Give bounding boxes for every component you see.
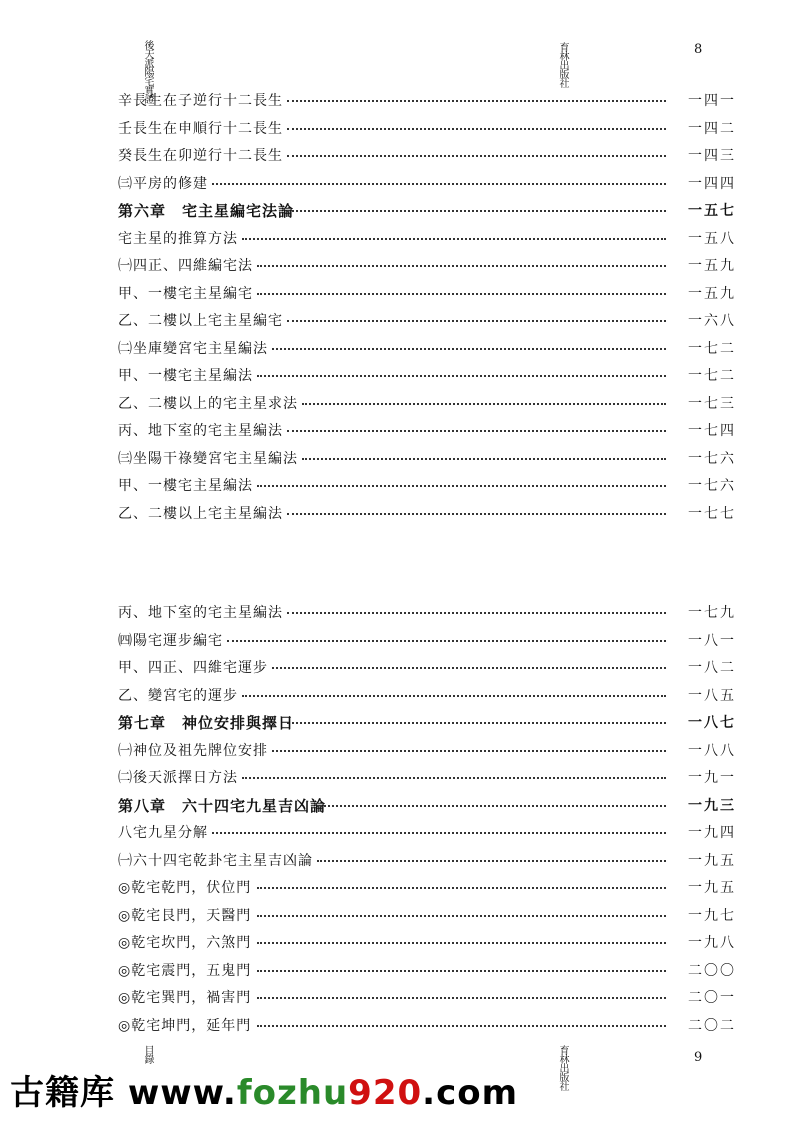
- toc-entry-line: 第七章 神位安排與擇日: [118, 714, 295, 732]
- toc-entry-line: 第六章 宅主星編宅法論: [118, 202, 295, 220]
- header-book-title: 後天派陽宅實證: [142, 40, 153, 103]
- toc-leader-dots: [287, 513, 666, 515]
- toc-page-number: 一九五: [688, 852, 736, 869]
- toc-entry-line: 甲、四正、四維宅運步: [118, 660, 268, 676]
- toc-page-number: 一七九: [688, 605, 736, 621]
- toc-entry: [0, 171, 806, 199]
- toc-entry-line: ㈢坐陽干祿變宮宅主星編法: [118, 450, 298, 467]
- toc-entry: [0, 281, 806, 309]
- toc-page-number: 一七六: [688, 450, 736, 467]
- toc-leader-dots: [272, 348, 666, 350]
- toc-entry: [0, 501, 806, 529]
- toc-page-number: 二〇一: [688, 990, 736, 1006]
- footer-publisher: 育林出版社: [557, 1045, 568, 1090]
- toc-leader-dots: [287, 155, 666, 157]
- toc-entry-line: 八宅九星分解: [118, 825, 208, 841]
- footer-page-number: 9: [694, 1050, 703, 1065]
- toc-entry: [0, 391, 806, 419]
- toc-leader-dots: [257, 915, 666, 917]
- toc-entry-line: 第八章 六十四宅九星吉凶論: [118, 796, 327, 815]
- toc-leader-dots: [212, 183, 666, 185]
- toc-page-number: 一七七: [688, 505, 736, 522]
- toc-leader-dots: [257, 970, 666, 972]
- watermark-part2: fozhu: [236, 1073, 349, 1113]
- footer-section: 目錄: [142, 1045, 153, 1063]
- toc-leader-dots: [242, 777, 666, 779]
- toc-entry-line: 乙、二樓以上宅主星編法: [118, 505, 283, 522]
- toc-entry-line: 丙、地下室的宅主星編法: [118, 605, 283, 621]
- toc-page-number: 一五九: [688, 285, 736, 302]
- toc-page-number: 一四三: [688, 148, 736, 164]
- toc-entry-line: 甲、一樓宅主星編法: [118, 478, 253, 494]
- toc-entry-line: 癸長生在卯逆行十二長生: [118, 148, 283, 164]
- toc-leader-dots: [257, 375, 666, 377]
- toc-entry: [0, 198, 806, 226]
- toc-page-number: 一七三: [688, 395, 736, 412]
- toc-page-number: 一九八: [688, 935, 736, 951]
- toc-leader-dots: [302, 403, 666, 405]
- toc-leader-dots: [257, 485, 666, 487]
- toc-leader-dots: [212, 832, 666, 834]
- toc-page-number: 一九七: [688, 907, 736, 924]
- toc-entry-line: ◎乾宅震門，五鬼門: [118, 962, 252, 979]
- toc-entry-line: 宅主星的推算方法: [118, 230, 238, 247]
- toc-entry: [0, 600, 806, 628]
- toc-entry-line: 辛長生在子逆行十二長生: [118, 93, 283, 109]
- watermark-part3: 920: [348, 1073, 423, 1113]
- toc-entry: [0, 143, 806, 171]
- toc-page-number: 一六八: [688, 313, 736, 329]
- header-page-number: 8: [694, 42, 703, 57]
- toc-leader-dots: [257, 997, 666, 999]
- toc-entry-line: ㈠四正、四維編宅法: [118, 258, 253, 274]
- toc-leader-dots: [302, 458, 666, 460]
- toc-leader-dots: [257, 942, 666, 944]
- toc-entry-line: ◎乾宅乾門，伏位門: [118, 880, 252, 896]
- toc-entry: [0, 363, 806, 391]
- toc-entry-line: 壬長生在申順行十二長生: [118, 120, 283, 137]
- watermark-part4: .com: [422, 1073, 519, 1113]
- watermark-part1: 古籍库 www.: [10, 1073, 237, 1113]
- toc-entry-line: ㈡坐庫變宮宅主星編法: [118, 340, 268, 357]
- toc-entry-line: 丙、地下室的宅主星編法: [118, 423, 283, 439]
- toc-leader-dots: [242, 238, 666, 240]
- toc-entry: [0, 958, 806, 986]
- toc-leader-dots: [272, 667, 666, 669]
- toc-page-number: 一九五: [688, 880, 736, 896]
- toc-page-number: 一七二: [688, 340, 736, 357]
- toc-entry-line: 乙、二樓以上的宅主星求法: [118, 395, 298, 412]
- toc-entry-line: ㈢平房的修建: [118, 175, 208, 192]
- toc-leader-dots: [287, 430, 666, 432]
- toc-entry: [0, 253, 806, 281]
- toc-entry-line: ◎乾宅巽門，禍害門: [118, 990, 252, 1006]
- toc-entry-line: ◎乾宅坤門，延年門: [118, 1017, 252, 1034]
- toc-leader-dots: [287, 320, 666, 322]
- toc-leader-dots: [257, 887, 666, 889]
- toc-leader-dots: [287, 722, 666, 724]
- toc-page-number: 一八一: [688, 632, 736, 649]
- toc-page-number: 一四二: [688, 120, 736, 137]
- toc-leader-dots: [317, 805, 666, 807]
- toc-page-number: 一九一: [688, 770, 736, 786]
- toc-leader-dots: [317, 860, 666, 862]
- toc-entry: [0, 628, 806, 656]
- toc-page-number: 一七六: [688, 478, 736, 494]
- toc-entry: [0, 308, 806, 336]
- toc-leader-dots: [287, 128, 666, 130]
- toc-entry: [0, 336, 806, 364]
- toc-entry: [0, 930, 806, 958]
- toc-page-number: 一五七: [688, 203, 736, 219]
- toc-entry: [0, 738, 806, 766]
- toc-entry-line: 甲、一樓宅主星編法: [118, 368, 253, 384]
- toc-entry: [0, 655, 806, 683]
- toc-entry-line: ◎乾宅坎門，六煞門: [118, 935, 252, 951]
- toc-entry-line: 甲、一樓宅主星編宅: [118, 285, 253, 302]
- header-publisher: 育林出版社: [557, 42, 568, 87]
- watermark-brand: [10, 1065, 518, 1114]
- toc-entry-line: ㈣陽宅運步編宅: [118, 632, 223, 649]
- toc-leader-dots: [242, 695, 666, 697]
- toc-leader-dots: [272, 750, 666, 752]
- toc-entry-line: 乙、變宮宅的運步: [118, 687, 238, 704]
- toc-leader-dots: [257, 293, 666, 295]
- toc-page-number: 一七二: [688, 368, 736, 384]
- toc-entry: [0, 473, 806, 501]
- toc-entry: [0, 875, 806, 903]
- toc-page-number: 一七四: [688, 423, 736, 439]
- toc-entry: [0, 985, 806, 1013]
- toc-page-number: 一九四: [688, 825, 736, 841]
- toc-page-number: 一四四: [688, 175, 736, 192]
- toc-entry: [0, 710, 806, 738]
- toc-entry: [0, 116, 806, 144]
- toc-entry: [0, 848, 806, 876]
- toc-entry-line: ◎乾宅艮門，天醫門: [118, 907, 252, 924]
- toc-page-number: 一八八: [688, 742, 736, 759]
- toc-entry-line: ㈠神位及祖先牌位安排: [118, 742, 268, 759]
- toc-entry: [0, 903, 806, 931]
- toc-leader-dots: [287, 100, 666, 102]
- toc-leader-dots: [287, 210, 666, 212]
- toc-page-number: 一五八: [688, 230, 736, 247]
- toc-leader-dots: [257, 1025, 666, 1027]
- toc-entry-line: 乙、二樓以上宅主星編宅: [118, 313, 283, 329]
- toc-page-number: 一九三: [688, 797, 736, 814]
- toc-page-number: 一四一: [688, 93, 736, 109]
- toc-page-number: 一八五: [688, 687, 736, 704]
- toc-page-number: 一五九: [688, 258, 736, 274]
- toc-entry: [0, 88, 806, 116]
- toc-entry: [0, 446, 806, 474]
- toc-page-number: 二〇二: [688, 1017, 736, 1034]
- toc-leader-dots: [257, 265, 666, 267]
- toc-entry-line: ㈠六十四宅乾卦宅主星吉凶論: [118, 852, 313, 869]
- toc-entry: [0, 1013, 806, 1041]
- toc-entry: [0, 226, 806, 254]
- toc-page-number: 二〇〇: [688, 962, 736, 979]
- toc-entry: [0, 683, 806, 711]
- toc-leader-dots: [227, 640, 666, 642]
- toc-page-number: 一八七: [688, 715, 736, 731]
- toc-page-number: 一八二: [688, 660, 736, 676]
- toc-entry: [0, 418, 806, 446]
- toc-entry: [0, 765, 806, 793]
- toc-entry: [0, 793, 806, 821]
- toc-entry: [0, 820, 806, 848]
- toc-leader-dots: [287, 612, 666, 614]
- toc-entry-line: ㈡後天派擇日方法: [118, 770, 238, 786]
